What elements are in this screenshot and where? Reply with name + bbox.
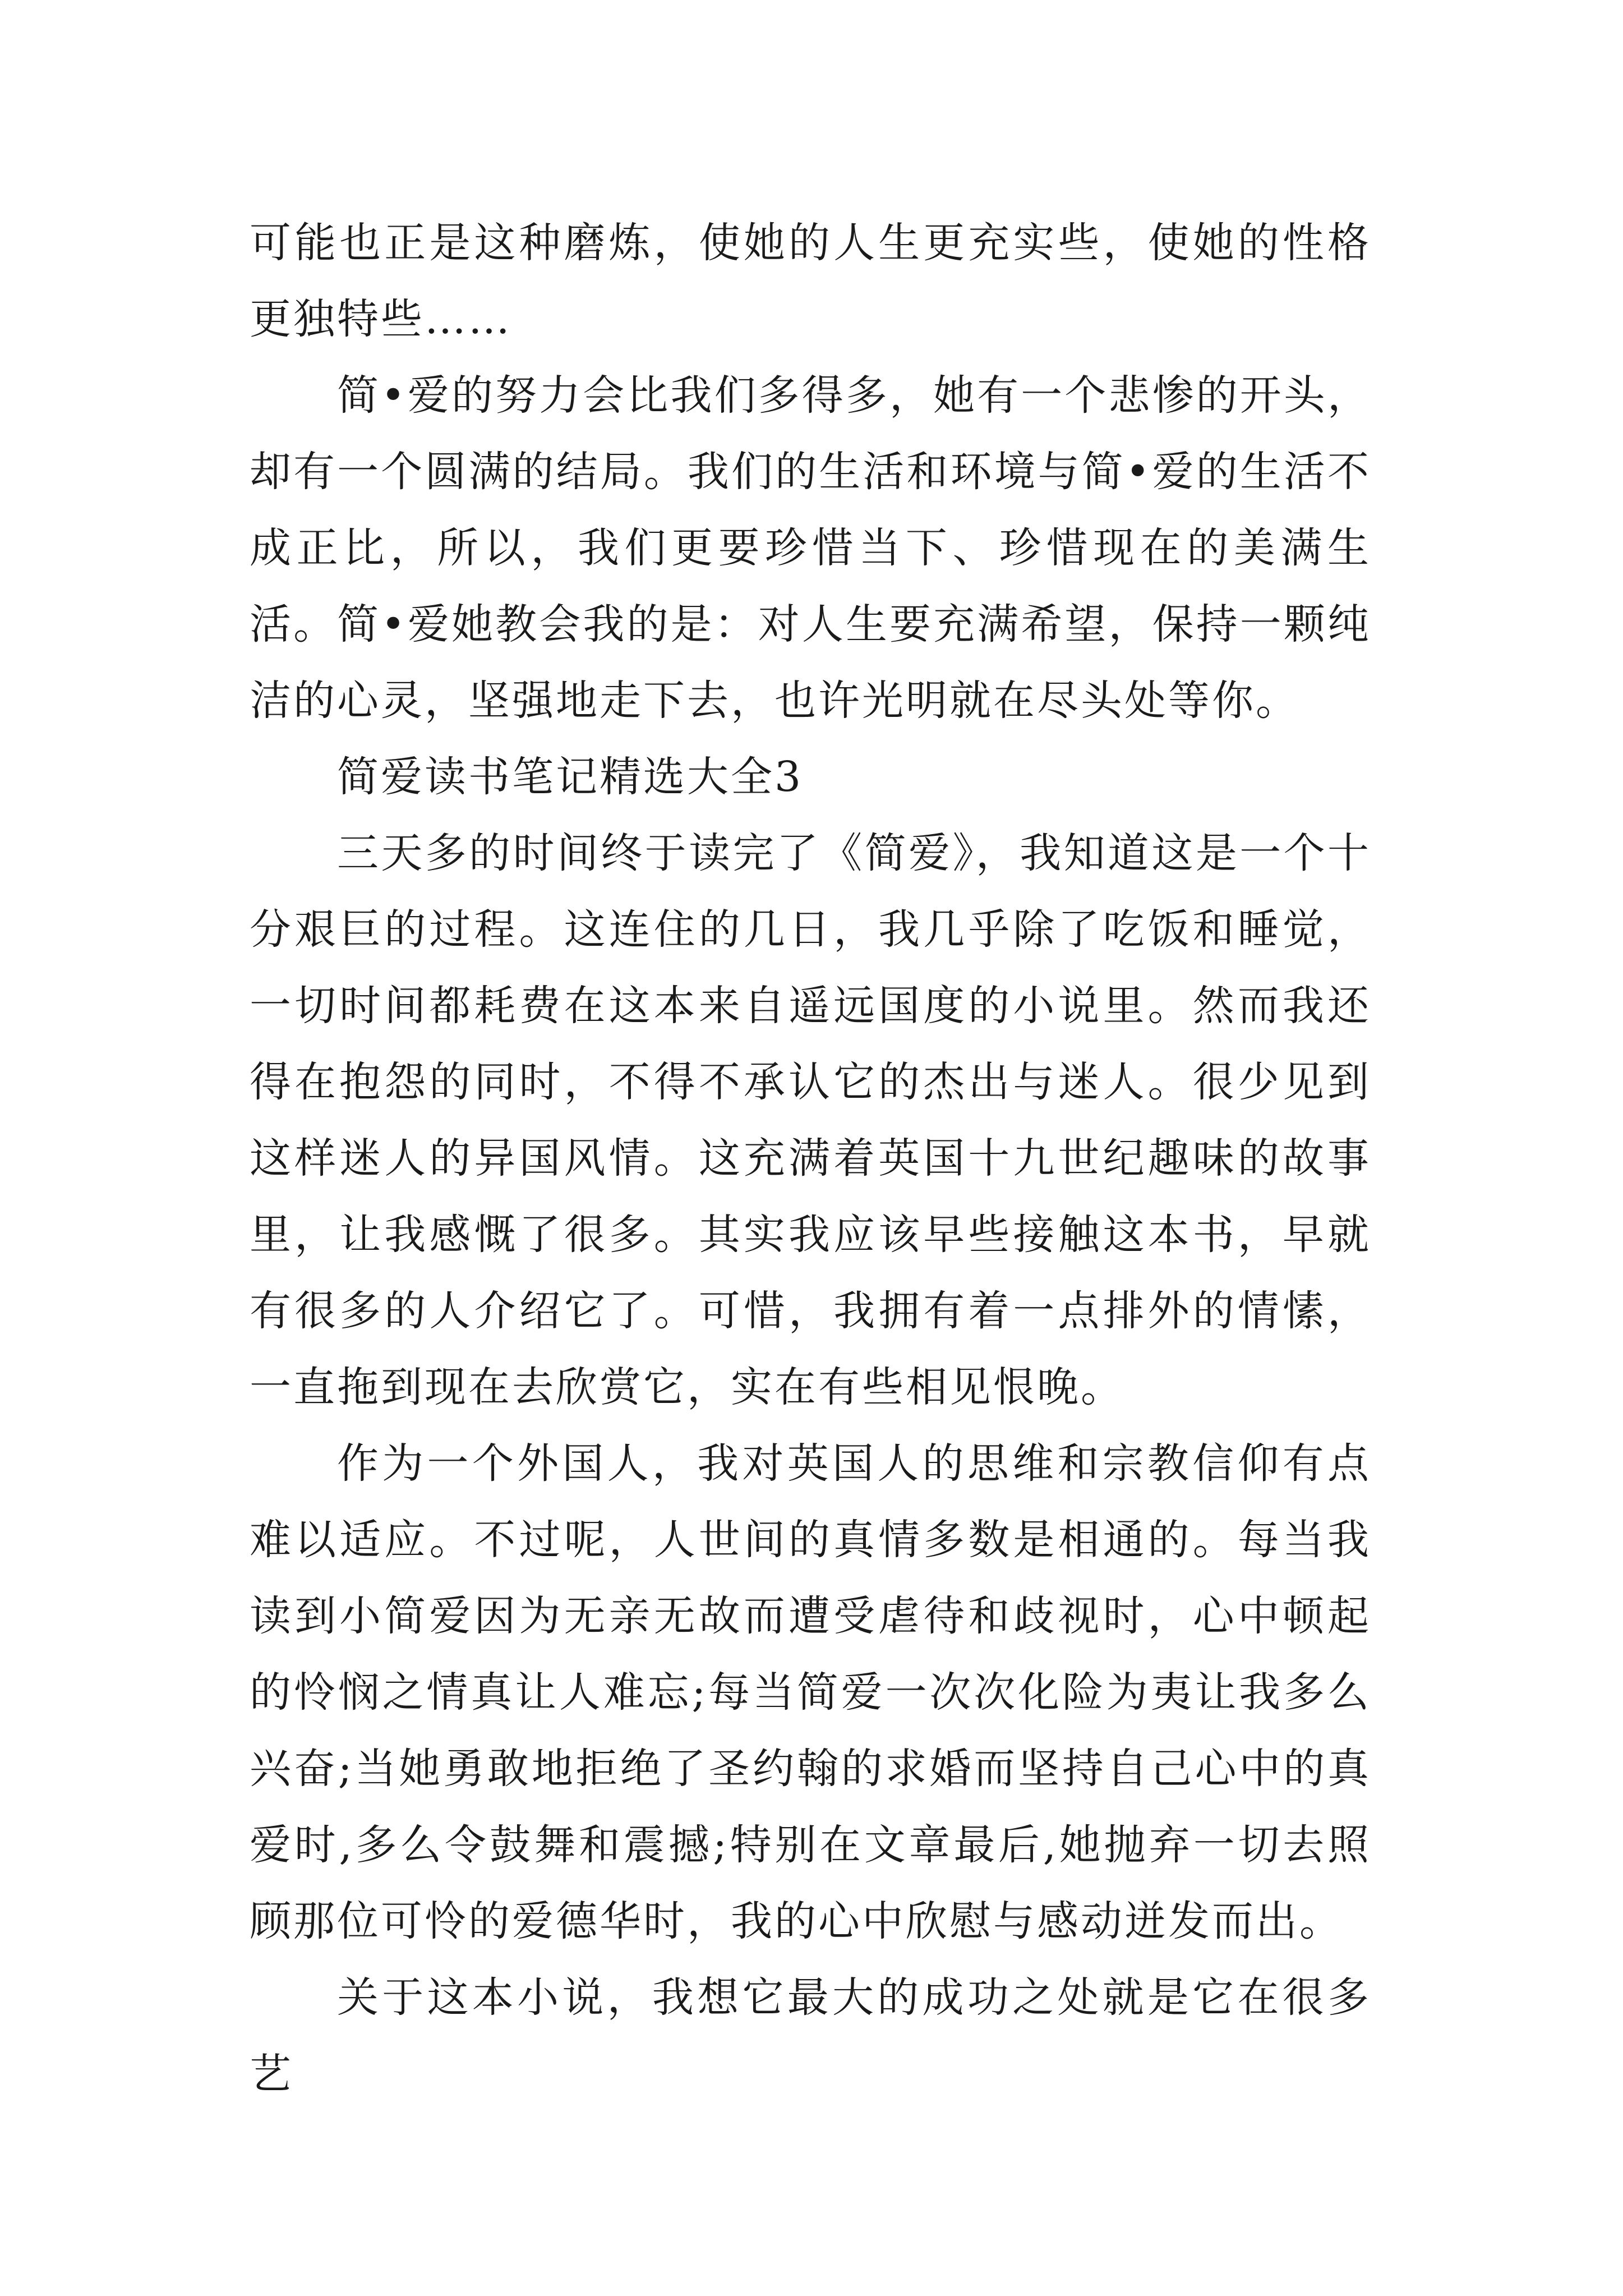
section-heading: 简爱读书笔记精选大全3 <box>337 753 804 801</box>
paragraph-5: 关于这本小说，我想它最大的成功之处就是它在很多艺 <box>250 1973 1371 2098</box>
paragraph-3: 三天多的时间终于读完了《简爱》，我知道这是一个十分艰巨的过程。这连住的几日，我几乎除了吃饭和睡觉，一切时间都耗费在这本来自遥远国度的小说里。然而我还得在抱怨的同时，不得不承认它的杰出与迷人。很少见到这样迷人的异国风情。这充满着英国十九世纪趣味的故事里，让我感慨了很多。其实我应该早些接触这本书，早就有很多的人介绍它了。可惜，我拥有着一点排外的情愫，一直拖到现在去欣赏它，实在有些相见恨晚。 <box>250 829 1371 1411</box>
paragraph-4: 作为一个外国人，我对英国人的思维和宗教信仰有点难以适应。不过呢，人世间的真情多数是相通的。每当我读到小简爱因为无亲无故而遭受虐待和歧视时，心中顿起的怜悯之情真让人难忘;每当简爱一次次化险为夷让我多么兴奋;当她勇敢地拒绝了圣约翰的求婚而坚持自己心中的真爱时,多么令鼓舞和震撼;特别在文章最后,她抛弃一切去照顾那位可怜的爱德华时，我的心中欣慰与感动迸发而出。 <box>250 1439 1371 1945</box>
document-body <box>250 205 1371 2112</box>
paragraph-2: 简•爱的努力会比我们多得多，她有一个悲惨的开头，却有一个圆满的结局。我们的生活和环境与简•爱的生活不成正比，所以，我们更要珍惜当下、珍惜现在的美满生活。简•爱她教会我的是：对人生要充满希望，保持一颗纯洁的心灵，坚强地走下去，也许光明就在尽头处等你。 <box>250 371 1371 725</box>
paragraph-1: 可能也正是这种磨炼，使她的人生更充实些，使她的性格更独特些…… <box>250 219 1371 343</box>
